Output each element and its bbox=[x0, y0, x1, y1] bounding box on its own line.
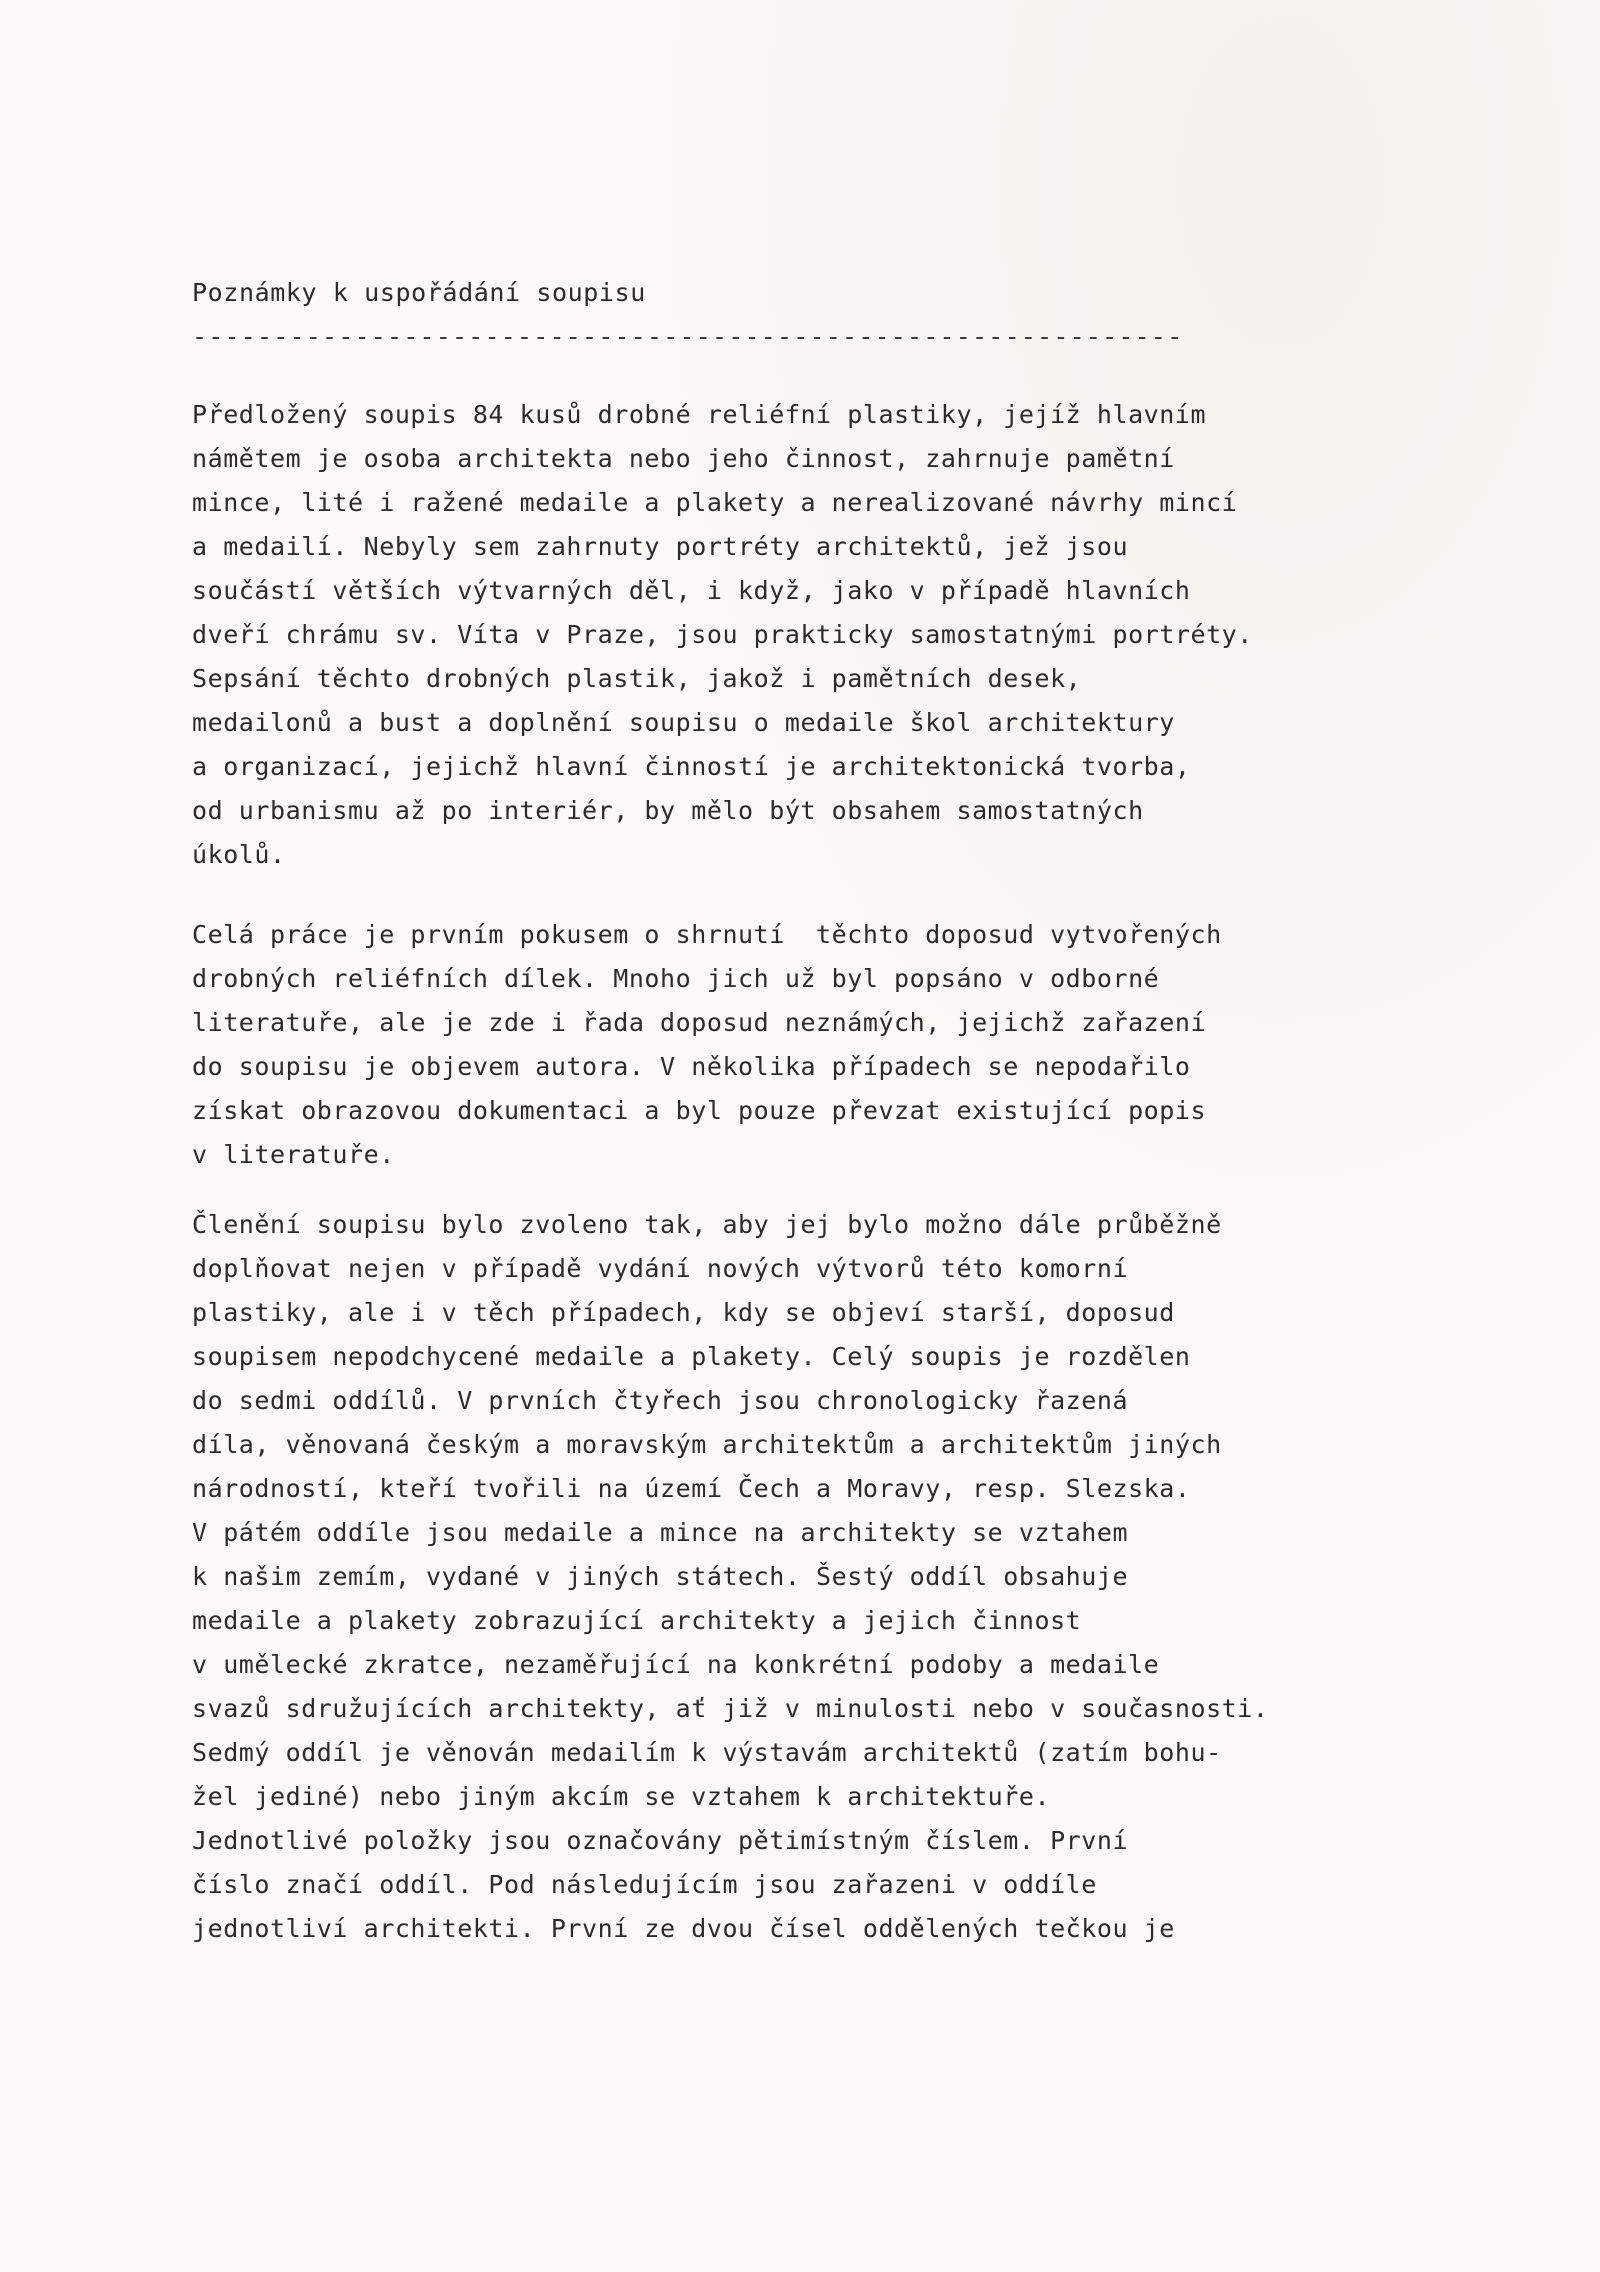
text-line: do sedmi oddílů. V prvních čtyřech jsou chronologicky řazená bbox=[192, 1386, 1129, 1415]
text-line: od urbanismu až po interiér, by mělo být obsahem samostatných bbox=[192, 796, 1144, 825]
text-line: svazů sdružujících architekty, ať již v minulosti nebo v současnosti. bbox=[192, 1694, 1269, 1723]
text-line: v umělecké zkratce, nezaměřující na konkrétní podoby a medaile bbox=[192, 1650, 1160, 1679]
text-line: získat obrazovou dokumentaci a byl pouze převzat existující popis bbox=[192, 1096, 1207, 1125]
text-line: k našim zemím, vydané v jiných státech. Šestý oddíl obsahuje bbox=[192, 1562, 1129, 1591]
text-line: Sedmý oddíl je věnován medailím k výstavám architektů (zatím bohu- bbox=[192, 1738, 1222, 1767]
paragraph-2 bbox=[192, 913, 1222, 1177]
text-line: drobných reliéfních dílek. Mnoho jich už byl popsáno v odborné bbox=[192, 964, 1160, 993]
section-heading: Poznámky k uspořádání soupisu bbox=[192, 278, 646, 307]
text-line: doplňovat nejen v případě vydání nových výtvorů této komorní bbox=[192, 1254, 1129, 1283]
paragraph-3 bbox=[192, 1203, 1269, 1951]
text-line: v literatuře. bbox=[192, 1140, 395, 1169]
text-line: žel jediné) nebo jiným akcím se vztahem k architektuře. bbox=[192, 1782, 1051, 1811]
text-line: námětem je osoba architekta nebo jeho činnost, zahrnuje pamětní bbox=[192, 444, 1175, 473]
text-line: medailonů a bust a doplnění soupisu o medaile škol architektury bbox=[192, 708, 1175, 737]
text-line: díla, věnovaná českým a moravským architektům a architektům jiných bbox=[192, 1430, 1222, 1459]
text-line: V pátém oddíle jsou medaile a mince na architekty se vztahem bbox=[192, 1518, 1129, 1547]
text-line: a organizací, jejichž hlavní činností je architektonická tvorba, bbox=[192, 752, 1191, 781]
text-line: Sepsání těchto drobných plastik, jakož i pamětních desek, bbox=[192, 664, 1082, 693]
text-line: součástí větších výtvarných děl, i když, jako v případě hlavních bbox=[192, 576, 1191, 605]
text-line: Celá práce je prvním pokusem o shrnutí těchto doposud vytvořených bbox=[192, 920, 1222, 949]
heading-underline-rule: ------------------------------------------------------------- bbox=[192, 322, 1184, 351]
text-line: dveří chrámu sv. Víta v Praze, jsou prakticky samostatnými portréty. bbox=[192, 620, 1253, 649]
text-line: národností, kteří tvořili na území Čech a Moravy, resp. Slezska. bbox=[192, 1474, 1191, 1503]
text-line: úkolů. bbox=[192, 840, 286, 869]
text-line: jednotliví architekti. První ze dvou čísel oddělených tečkou je bbox=[192, 1914, 1175, 1943]
text-line: mince, lité i ražené medaile a plakety a nerealizované návrhy mincí bbox=[192, 488, 1238, 517]
text-line: číslo značí oddíl. Pod následujícím jsou zařazeni v oddíle bbox=[192, 1870, 1097, 1899]
text-line: medaile a plakety zobrazující architekty a jejich činnost bbox=[192, 1606, 1082, 1635]
paragraph-1 bbox=[192, 393, 1253, 877]
text-line: Jednotlivé položky jsou označovány pětimístným číslem. První bbox=[192, 1826, 1129, 1855]
text-line: Předložený soupis 84 kusů drobné reliéfní plastiky, jejíž hlavním bbox=[192, 400, 1207, 429]
text-line: plastiky, ale i v těch případech, kdy se objeví starší, doposud bbox=[192, 1298, 1175, 1327]
text-line: Členění soupisu bylo zvoleno tak, aby jej bylo možno dále průběžně bbox=[192, 1210, 1222, 1239]
text-line: literatuře, ale je zde i řada doposud neznámých, jejichž zařazení bbox=[192, 1008, 1207, 1037]
text-line: soupisem nepodchycené medaile a plakety. Celý soupis je rozdělen bbox=[192, 1342, 1191, 1371]
text-line: a medailí. Nebyly sem zahrnuty portréty architektů, jež jsou bbox=[192, 532, 1129, 561]
text-line: do soupisu je objevem autora. V několika případech se nepodařilo bbox=[192, 1052, 1191, 1081]
